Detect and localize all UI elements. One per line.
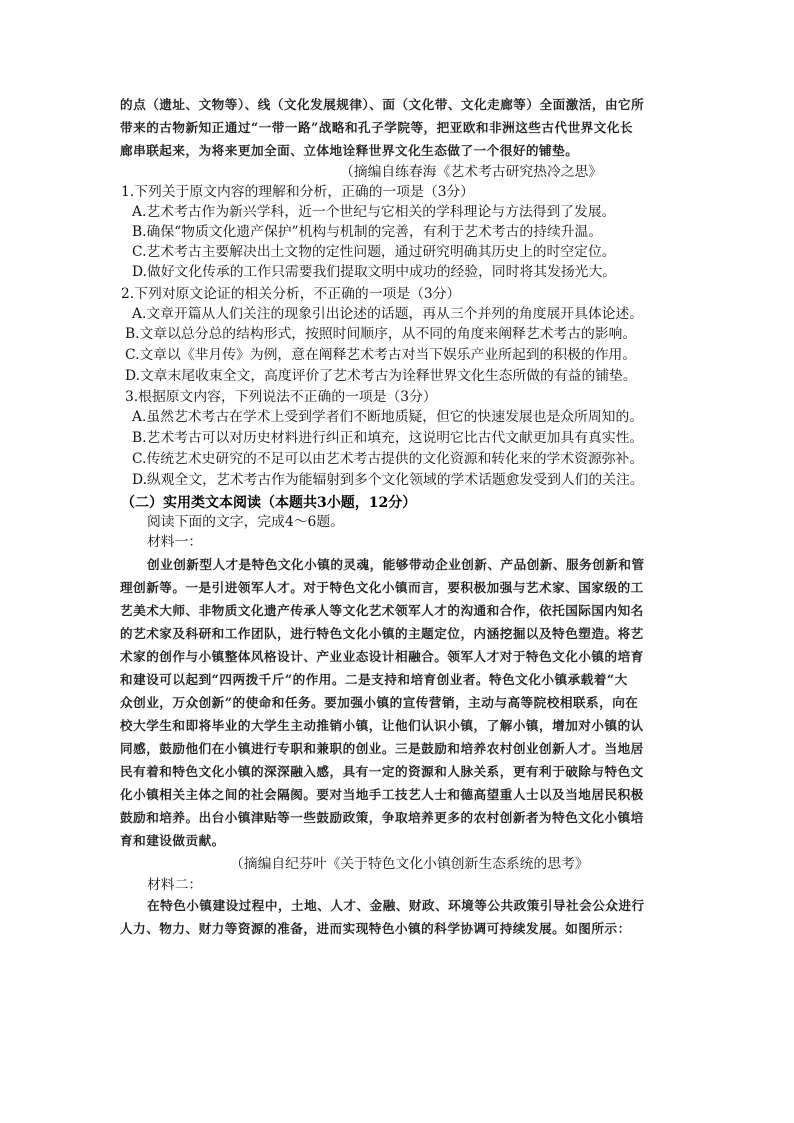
material-1-line-5: 术家的创作与小镇整体风格设计、产业业态设计相融合。领军人才对于特色文化小镇的培育 xyxy=(120,649,644,664)
material-1-line-3: 艺美术大师、非物质文化遗产传承人等文化艺术领军人才的沟通和合作，依托国际国内知名 xyxy=(120,603,644,618)
material-1-source: （摘编自纪芬叶《关于特色文化小镇创新生态系统的思考》 xyxy=(230,856,589,872)
question-2-stem: 2.下列对原文论证的相关分析，不正确的一项是（3分） xyxy=(121,286,461,302)
material-2-label: 材料二： xyxy=(147,877,203,893)
material-2-line-1: 在特色小镇建设过程中，土地、人才、金融、财政、环境等公共政策引导社会公众进行 xyxy=(147,898,645,913)
question-3-option-d: D.纵观全文，艺术考古作为能辐射到多个文化领域的学术话题愈发受到人们的关注。 xyxy=(132,472,644,488)
section-2-instruction: 阅读下面的文字，完成4～6题。 xyxy=(147,514,344,530)
material-1-line-1: 创业创新型人才是特色文化小镇的灵魂，能够带动企业创新、产品创新、服务创新和管 xyxy=(147,557,645,572)
material-1-line-10: 民有着和特色文化小镇的深深融入感，具有一定的资源和人脉关系，更有利于破除与特色文 xyxy=(120,764,644,779)
passage1-line-3: 廊串联起来，为将来更加全面、立体地诠释世界文化生态做了一个很好的铺垫。 xyxy=(120,143,579,158)
passage1-line-1: 的点（遗址、文物等）、线（文化发展规律）、面（文化带、文化走廊等）全面激活，由它所 xyxy=(120,97,645,112)
material-1-label: 材料一： xyxy=(147,534,203,550)
material-1-line-6: 和建设可以起到“四两拨千斤”的作用。二是支持和培育创业者。特色文化小镇承载着“大 xyxy=(120,672,628,687)
section-2-heading: （二）实用类文本阅读（本题共3小题，12分） xyxy=(121,495,417,511)
material-1-line-8: 校大学生和即将毕业的大学生主动推销小镇，让他们认识小镇，了解小镇，增加对小镇的认 xyxy=(120,718,644,733)
passage1-line-2: 带来的古物新知正通过“一带一路”战略和孔子学院等，把亚欧和非洲这些古代世界文化长 xyxy=(120,120,634,135)
question-1-option-a: A.艺术考古作为新兴学科，近一个世纪与它相关的学科理论与方法得到了发展。 xyxy=(132,204,616,220)
question-2-option-c: C.文章以《芈月传》为例，意在阐释艺术考古对当下娱乐产业所起到的积极的作用。 xyxy=(125,347,637,363)
question-1-stem: 1.下列关于原文内容的理解和分析，正确的一项是（3分） xyxy=(121,184,475,200)
question-1-option-d: D.做好文化传承的工作只需要我们提取文明中成功的经验，同时将其发扬光大。 xyxy=(132,264,617,280)
material-1-line-13: 育和建设做贡献。 xyxy=(120,833,225,848)
material-1-line-2: 理创新等。一是引进领军人才。对于特色文化小镇而言，要积极加强与艺术家、国家级的工 xyxy=(120,580,644,595)
question-3-option-c: C.传统艺术史研究的不足可以由艺术考古提供的文化资源和转化来的学术资源弥补。 xyxy=(132,451,644,467)
passage1-source: （摘编自练春海《艺术考古研究热冷之思》 xyxy=(340,164,603,180)
question-2-option-d: D.文章末尾收束全文，高度评价了艺术考古为诠释世界文化生态所做的有益的铺垫。 xyxy=(125,368,637,384)
material-1-line-12: 鼓励和培养。出台小镇津贴等一些鼓励政策，争取培养更多的农村创新者为特色文化小镇培 xyxy=(120,810,644,825)
question-2-option-b: B.文章以总分总的结构形式，按照时间顺序，从不同的角度来阐释艺术考古的影响。 xyxy=(125,326,637,342)
question-3-stem: 3.根据原文内容，下列说法不正确的一项是（3分） xyxy=(125,389,437,405)
material-1-line-7: 众创业，万众创新”的使命和任务。要加强小镇的宣传营销，主动与高等院校相联系，向在 xyxy=(120,695,639,710)
material-1-line-11: 化小镇相关主体之间的社会隔阂。要对当地手工技艺人士和德高望重人士以及当地居民积极 xyxy=(120,787,644,802)
material-1-line-4: 的艺术家及科研和工作团队，进行特色文化小镇的主题定位，内涵挖掘以及特色塑造。将艺 xyxy=(120,626,644,641)
question-1-option-c: C.艺术考古主要解决出土文物的定性问题，通过研究明确其历史上的时空定位。 xyxy=(132,244,616,260)
question-3-option-a: A.虽然艺术考古在学术上受到学者们不断地质疑，但它的快速发展也是众所周知的。 xyxy=(132,409,644,425)
question-3-option-b: B.艺术考古可以对历史材料进行纠正和填充，这说明它比古代文献更加具有真实性。 xyxy=(132,430,644,446)
material-1-line-9: 同感，鼓励他们在小镇进行专职和兼职的创业。三是鼓励和培养农村创业创新人才。当地居 xyxy=(120,741,644,756)
question-2-option-a: A.文章开篇从人们关注的现象引出论述的话题，再从三个并列的角度展开具体论述。 xyxy=(132,306,644,322)
question-1-option-b: B.确保“物质文化遗产保护”机构与机制的完善，有利于艺术考古的持续升温。 xyxy=(132,224,603,240)
material-2-line-2: 人力、物力、财力等资源的准备，进而实现特色小镇的科学协调可持续发展。如图所示： xyxy=(120,921,631,936)
